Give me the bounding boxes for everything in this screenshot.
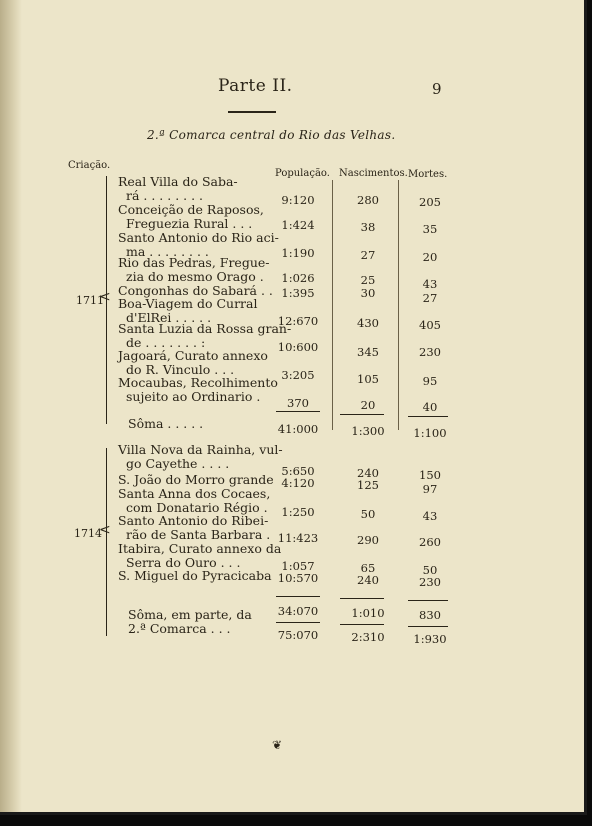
- total-mortes: 1:930: [413, 632, 447, 646]
- total-populacao: 75:070: [277, 628, 319, 642]
- cell-populacao: 1:190: [281, 246, 315, 260]
- column-header-nascimentos: Nascimentos.: [339, 168, 408, 179]
- place-name: Conceição de Raposos,: [118, 202, 264, 217]
- binding-shadow: [0, 0, 22, 812]
- cell-nascimentos: 65: [360, 561, 376, 575]
- place-name-cont: sujeito ao Ordinario .: [126, 389, 261, 404]
- section-title: 2.ª Comarca central do Rio das Velhas.: [147, 128, 396, 142]
- cell-nascimentos: 38: [360, 220, 376, 234]
- soma-populacao: 34:070: [277, 604, 319, 618]
- column-separator: [398, 180, 399, 430]
- sum-rule: [276, 411, 320, 412]
- cell-populacao: 10:600: [277, 340, 319, 354]
- sum-rule: [276, 622, 320, 623]
- column-header-populacao: População.: [275, 168, 330, 179]
- place-name: Real Villa do Saba-: [118, 174, 238, 189]
- cell-nascimentos: 27: [360, 248, 376, 262]
- cell-populacao: 5:650: [281, 464, 315, 478]
- cell-populacao: 12:670: [277, 314, 319, 328]
- sum-rule: [340, 414, 384, 415]
- place-name: Santo Antonio do Rio aci-: [118, 230, 279, 245]
- place-name: Santa Anna dos Cocaes,: [118, 486, 271, 501]
- place-name: Mocaubas, Recolhimento: [118, 375, 278, 390]
- place-name: Rio das Pedras, Fregue-: [118, 255, 270, 270]
- soma-populacao: 41:000: [277, 422, 319, 436]
- cell-nascimentos: 290: [357, 533, 379, 547]
- cell-populacao: 1:057: [281, 559, 315, 573]
- sum-rule: [408, 416, 448, 417]
- cell-populacao: 1:424: [281, 218, 315, 232]
- cell-nascimentos: 240: [357, 573, 379, 587]
- sum-rule: [276, 596, 320, 597]
- fleuron-ornament-icon: ❦: [272, 738, 283, 752]
- cell-nascimentos: 280: [357, 193, 379, 207]
- cell-mortes: 40: [422, 400, 438, 414]
- cell-mortes: 95: [422, 374, 438, 388]
- cell-nascimentos: 50: [360, 507, 376, 521]
- running-head: Parte II.: [218, 76, 293, 96]
- cell-populacao: 1:395: [281, 286, 315, 300]
- cell-nascimentos: 345: [357, 345, 379, 359]
- brace-point: <: [99, 522, 111, 538]
- place-name-cont: do R. Vinculo . . .: [126, 362, 235, 377]
- column-header-criacao: Criação.: [68, 160, 111, 171]
- cell-nascimentos: 240: [357, 466, 379, 480]
- cell-mortes: 43: [422, 277, 438, 291]
- place-name-cont: com Donatario Régio .: [126, 500, 268, 515]
- cell-mortes: 405: [419, 318, 441, 332]
- place-name-cont: ma . . . . . . . .: [126, 244, 209, 259]
- cell-populacao: 3:205: [281, 368, 315, 382]
- place-name: Jagoará, Curato annexo: [118, 348, 268, 363]
- cell-mortes: 50: [422, 563, 438, 577]
- place-name: Boa-Viagem do Curral: [118, 296, 258, 311]
- cell-mortes: 20: [422, 250, 438, 264]
- cell-nascimentos: 30: [360, 286, 376, 300]
- cell-populacao: 4:120: [281, 476, 315, 490]
- head-rule: [228, 111, 276, 113]
- cell-populacao: 370: [287, 396, 309, 410]
- cell-mortes: 150: [419, 468, 441, 482]
- place-name-cont: zia do mesmo Orago .: [126, 269, 264, 284]
- cell-populacao: 1:026: [281, 271, 315, 285]
- group-bracket: [106, 448, 107, 636]
- cell-mortes: 230: [419, 345, 441, 359]
- place-name: Itabira, Curato annexo da: [118, 541, 282, 556]
- cell-nascimentos: 430: [357, 316, 379, 330]
- column-header-mortes: Mortes.: [408, 169, 448, 180]
- cell-nascimentos: 25: [360, 273, 376, 287]
- cell-nascimentos: 105: [357, 372, 379, 386]
- cell-mortes: 205: [419, 195, 441, 209]
- soma-label-cont: 2.ª Comarca . . .: [128, 621, 231, 636]
- column-separator: [332, 180, 333, 430]
- page-number: 9: [432, 80, 442, 98]
- place-name-cont: rá . . . . . . . .: [126, 188, 204, 203]
- place-name: Congonhas do Sabará . .: [118, 283, 273, 298]
- cell-nascimentos: 20: [360, 398, 376, 412]
- sum-rule: [408, 600, 448, 601]
- place-name-cont: Serra do Ouro . . .: [126, 555, 241, 570]
- group-year: 1711: [76, 294, 104, 307]
- place-name: Villa Nova da Rainha, vul-: [118, 442, 283, 457]
- cell-mortes: 97: [422, 482, 438, 496]
- total-nascimentos: 2:310: [351, 630, 385, 644]
- place-name-cont: de . . . . . . . :: [126, 335, 206, 350]
- sum-rule: [408, 626, 448, 627]
- place-name: S. João do Morro grande: [118, 472, 274, 487]
- place-name-cont: rão de Santa Barbara .: [126, 527, 271, 542]
- sum-rule: [340, 624, 384, 625]
- place-name: Santa Luzia da Rossa gran-: [118, 321, 292, 336]
- soma-label: Sôma . . . . .: [128, 416, 204, 431]
- soma-mortes: 830: [419, 608, 441, 622]
- place-name-cont: Freguezia Rural . . .: [126, 216, 253, 231]
- cell-populacao: 10:570: [277, 571, 319, 585]
- soma-nascimentos: 1:010: [351, 606, 385, 620]
- cell-populacao: 1:250: [281, 505, 315, 519]
- cell-mortes: 35: [422, 222, 438, 236]
- cell-mortes: 260: [419, 535, 441, 549]
- brace-point: <: [99, 289, 111, 305]
- cell-populacao: 11:423: [277, 531, 319, 545]
- cell-mortes: 43: [422, 509, 438, 523]
- group-year: 1714: [74, 527, 102, 540]
- place-name-cont: go Cayethe . . . .: [126, 456, 230, 471]
- soma-label: Sôma, em parte, da: [128, 607, 252, 622]
- place-name: Santo Antonio do Ribei-: [118, 513, 269, 528]
- cell-mortes: 230: [419, 575, 441, 589]
- cell-nascimentos: 125: [357, 478, 379, 492]
- cell-mortes: 27: [422, 291, 438, 305]
- place-name-cont: d'ElRei . . . . .: [126, 310, 212, 325]
- soma-mortes: 1:100: [413, 426, 447, 440]
- sum-rule: [340, 598, 384, 599]
- cell-populacao: 9:120: [281, 193, 315, 207]
- soma-nascimentos: 1:300: [351, 424, 385, 438]
- place-name: S. Miguel do Pyracicaba: [118, 568, 272, 583]
